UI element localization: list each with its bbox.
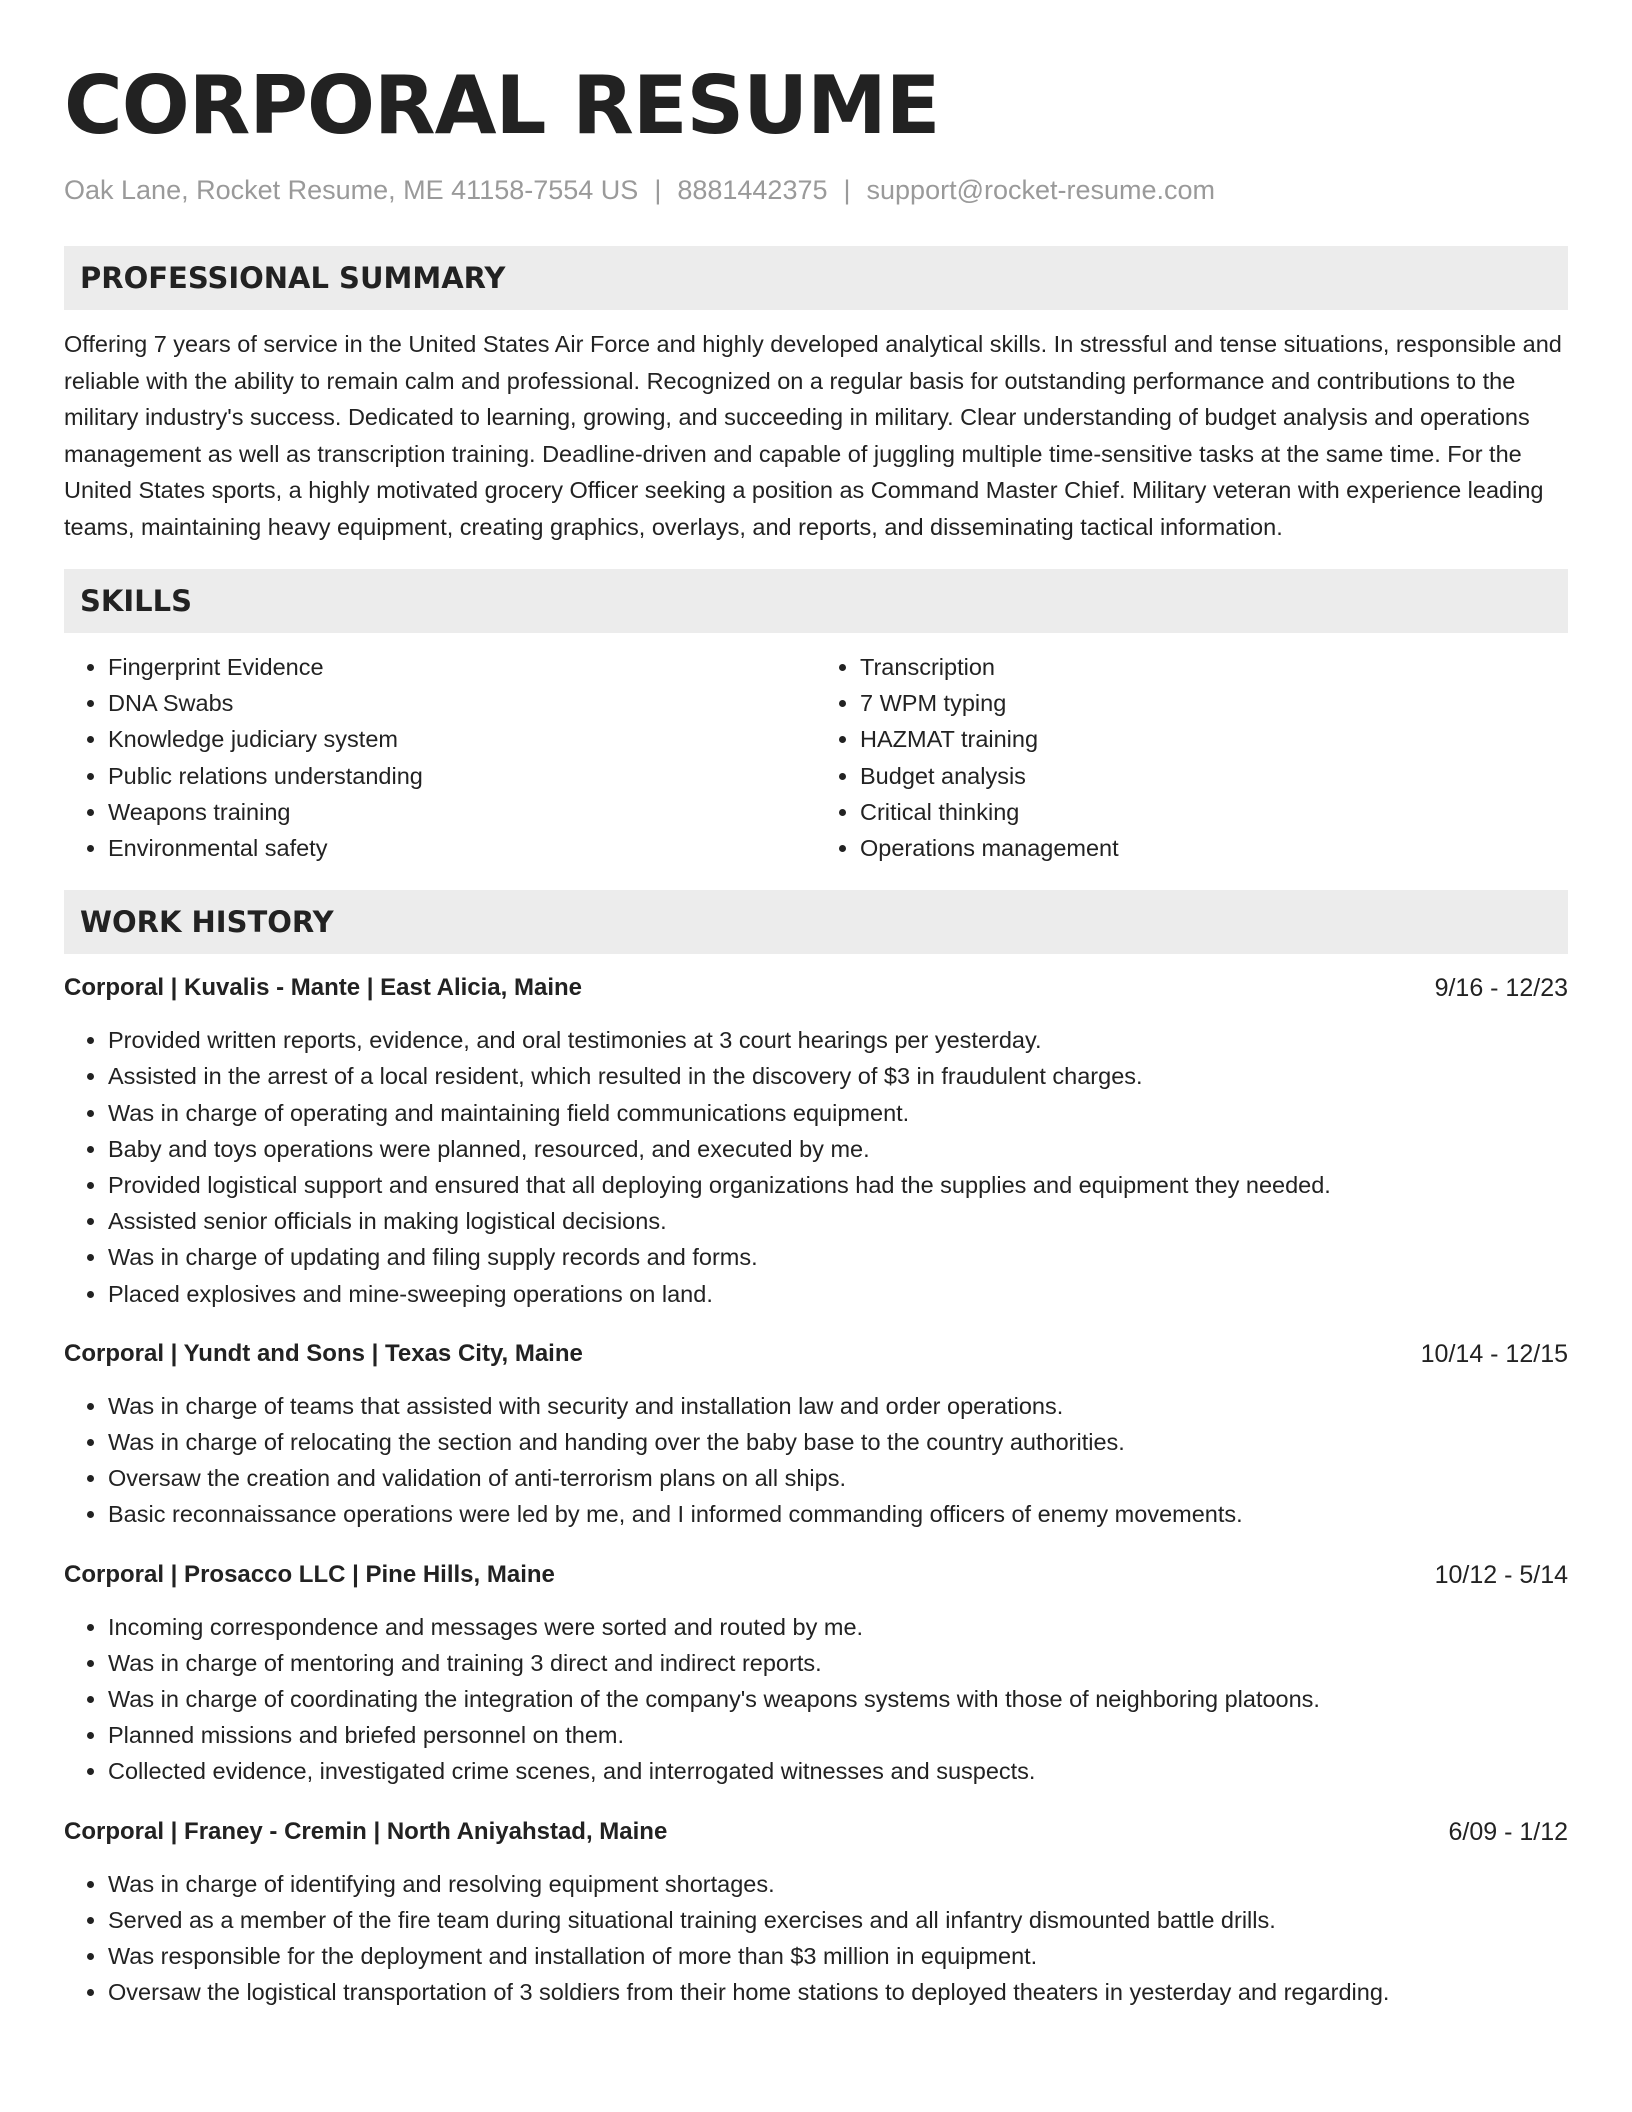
skill-item: • Budget analysis <box>860 758 1568 794</box>
skill-item: • Fingerprint Evidence <box>108 649 816 685</box>
skills-column-right <box>816 649 1568 866</box>
job-bullet: • Planned missions and briefed personnel on them. <box>108 1717 1568 1753</box>
job-entry <box>64 1336 1568 1533</box>
skill-item: • Weapons training <box>108 794 816 830</box>
job-bullet: • Served as a member of the fire team during situational training exercises and all infantry dismounted battle drills. <box>108 1902 1568 1938</box>
contact-address: Oak Lane, Rocket Resume, ME 41158-7554 US <box>64 175 639 205</box>
skills-column-left <box>64 649 816 866</box>
skill-item: • HAZMAT training <box>860 721 1568 757</box>
section-header-summary: PROFESSIONAL SUMMARY <box>64 246 1568 310</box>
job-bullets <box>64 1866 1568 2011</box>
skill-item: • DNA Swabs <box>108 685 816 721</box>
skill-item: • Public relations understanding <box>108 758 816 794</box>
skill-item: • Transcription <box>860 649 1568 685</box>
summary-text: Offering 7 years of service in the United States Air Force and highly developed analytical skills. In stressful and tense situations, responsible and reliable with the ability to remain calm and professional. Recognized on a regular basis for outstanding performance and contributions to the military industry's success. Dedicated to learning, growing, and succeeding in military. Clear understanding of budget analysis and operations management as well as transcription training. Deadline-driven and capable of juggling multiple time-sensitive tasks at the same time. For the United States sports, a highly motivated grocery Officer seeking a position as Command Master Chief. Military veteran with experience leading teams, maintaining heavy equipment, creating graphics, overlays, and reports, and disseminating tactical information. <box>64 331 1562 540</box>
job-dates: 6/09 - 1/12 <box>1448 1817 1568 1846</box>
job-bullet: • Assisted in the arrest of a local resident, which resulted in the discovery of $3 in fraudulent charges. <box>108 1058 1568 1094</box>
contact-line <box>64 172 1568 208</box>
contact-phone: 8881442375 <box>677 175 828 205</box>
skill-item: • Operations management <box>860 830 1568 866</box>
job-entry <box>64 1557 1568 1790</box>
job-header <box>64 970 1568 1006</box>
job-bullet: • Was in charge of relocating the section and handing over the baby base to the country authorities. <box>108 1424 1568 1460</box>
job-bullet: • Was in charge of coordinating the integration of the company's weapons systems with those of neighboring platoons. <box>108 1681 1568 1717</box>
job-bullet: • Provided logistical support and ensured that all deploying organizations had the supplies and equipment they needed. <box>108 1167 1568 1203</box>
job-heading: Corporal | Yundt and Sons | Texas City, Maine <box>64 1339 583 1367</box>
job-bullet: • Placed explosives and mine-sweeping operations on land. <box>108 1276 1568 1312</box>
job-entry <box>64 1814 1568 2011</box>
job-bullet: • Basic reconnaissance operations were led by me, and I informed commanding officers of enemy movements. <box>108 1496 1568 1532</box>
section-header-skills: SKILLS <box>64 569 1568 633</box>
skill-item: • Critical thinking <box>860 794 1568 830</box>
job-header <box>64 1336 1568 1372</box>
job-bullet: • Incoming correspondence and messages were sorted and routed by me. <box>108 1609 1568 1645</box>
job-bullets <box>64 1022 1568 1312</box>
skills-list <box>64 649 1568 866</box>
job-bullet: • Was in charge of updating and filing supply records and forms. <box>108 1239 1568 1275</box>
resume-title: CORPORAL RESUME <box>64 59 940 152</box>
contact-email: support@rocket-resume.com <box>866 175 1216 205</box>
job-bullet: • Was in charge of mentoring and training 3 direct and indirect reports. <box>108 1645 1568 1681</box>
job-dates: 10/12 - 5/14 <box>1434 1560 1568 1589</box>
job-bullet: • Was in charge of operating and maintaining field communications equipment. <box>108 1095 1568 1131</box>
job-bullet: • Was in charge of teams that assisted with security and installation law and order operations. <box>108 1388 1568 1424</box>
job-dates: 9/16 - 12/23 <box>1434 974 1568 1003</box>
skill-item: • 7 WPM typing <box>860 685 1568 721</box>
job-bullet: • Collected evidence, investigated crime scenes, and interrogated witnesses and suspects. <box>108 1753 1568 1789</box>
skill-item: • Knowledge judiciary system <box>108 721 816 757</box>
job-heading: Corporal | Franey - Cremin | North Aniyahstad, Maine <box>64 1817 668 1845</box>
job-bullets <box>64 1388 1568 1533</box>
job-bullet: • Was responsible for the deployment and installation of more than $3 million in equipment. <box>108 1938 1568 1974</box>
job-bullet: • Oversaw the logistical transportation of 3 soldiers from their home stations to deployed theaters in yesterday and regarding. <box>108 1974 1568 2010</box>
job-bullet: • Was in charge of identifying and resolving equipment shortages. <box>108 1866 1568 1902</box>
job-bullet: • Assisted senior officials in making logistical decisions. <box>108 1203 1568 1239</box>
section-header-work-history: WORK HISTORY <box>64 890 1568 954</box>
job-bullet: • Baby and toys operations were planned, resourced, and executed by me. <box>108 1131 1568 1167</box>
job-bullet: • Oversaw the creation and validation of anti-terrorism plans on all ships. <box>108 1460 1568 1496</box>
contact-separator: | <box>843 175 851 205</box>
job-header <box>64 1814 1568 1850</box>
job-dates: 10/14 - 12/15 <box>1420 1339 1568 1368</box>
contact-separator: | <box>654 175 662 205</box>
job-bullets <box>64 1609 1568 1790</box>
skill-item: • Environmental safety <box>108 830 816 866</box>
job-heading: Corporal | Prosacco LLC | Pine Hills, Maine <box>64 1560 555 1588</box>
job-entry <box>64 970 1568 1312</box>
job-bullet: • Provided written reports, evidence, and oral testimonies at 3 court hearings per yesterday. <box>108 1022 1568 1058</box>
job-header <box>64 1557 1568 1593</box>
job-heading: Corporal | Kuvalis - Mante | East Alicia, Maine <box>64 974 583 1002</box>
